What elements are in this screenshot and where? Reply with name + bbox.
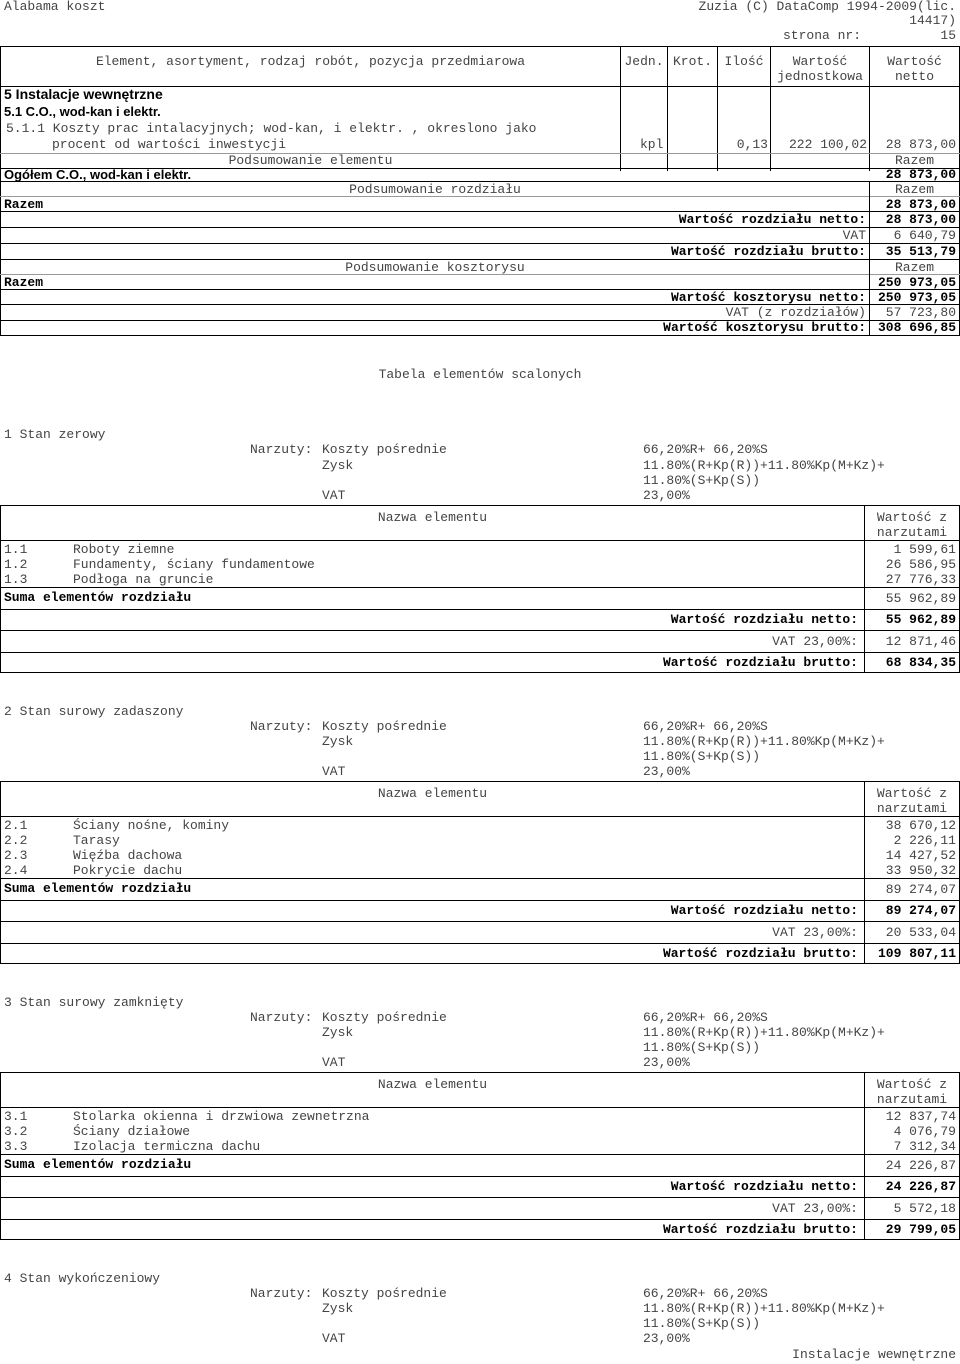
- profit-label: Zysk: [322, 1025, 354, 1040]
- indirect-costs-label: Koszty pośrednie: [322, 719, 447, 734]
- item-qty: 0,13: [736, 137, 768, 152]
- summary-section: Podsumowanie rozdziału: [349, 182, 521, 197]
- profit-value: 11.80%(R+Kp(R))+11.80%Kp(M+Kz)+: [643, 734, 885, 749]
- row-number: 3.3: [4, 1139, 28, 1154]
- row-value: 33 950,32: [885, 863, 956, 878]
- vat-rate-value: 23,00%: [643, 1055, 690, 1070]
- markup-label: Narzuty:: [250, 1010, 313, 1025]
- estimate-gross-label: Wartość kosztorysu brutto:: [663, 320, 866, 335]
- row-name: Izolacja termiczna dachu: [73, 1139, 261, 1154]
- row-number: 2.3: [4, 848, 28, 863]
- profit-value: 11.80%(R+Kp(R))+11.80%Kp(M+Kz)+: [643, 458, 885, 473]
- sum-value: 89 274,07: [885, 882, 956, 897]
- profit-label: Zysk: [322, 1301, 354, 1316]
- column-value: Wartość z: [876, 510, 948, 525]
- section-net-value: 28 873,00: [885, 212, 956, 227]
- net-label: Wartość rozdziału netto:: [670, 1179, 858, 1194]
- net-value: 55 962,89: [885, 612, 956, 627]
- profit-value: 11.80%(R+Kp(R))+11.80%Kp(M+Kz)+: [643, 1301, 885, 1316]
- sum-value: 24 226,87: [885, 1158, 956, 1173]
- profit-value-2: 11.80%(S+Kp(S)): [643, 1040, 761, 1055]
- element-total-label: Ogółem C.O., wod-kan i elektr.: [4, 167, 192, 182]
- header-net-value-2: netto: [894, 69, 934, 84]
- section-net-label: Wartość rozdziału netto:: [678, 212, 866, 227]
- profit-value-2: 11.80%(S+Kp(S)): [643, 749, 761, 764]
- vat-rate-value: 23,00%: [643, 488, 690, 503]
- vat-rate-value: 23,00%: [643, 1331, 690, 1346]
- sum-label: Suma elementów rozdziału: [4, 590, 192, 605]
- software-credit: Zuzia (C) DataComp 1994-2009(lic.: [698, 0, 956, 14]
- header-net-value: Wartość: [887, 54, 942, 69]
- profit-label: Zysk: [322, 458, 354, 473]
- row-value: 27 776,33: [885, 572, 956, 587]
- row-name: Roboty ziemne: [73, 542, 175, 557]
- sum-label: Suma elementów rozdziału: [4, 1157, 192, 1172]
- profit-label: Zysk: [322, 734, 354, 749]
- vat-rate-label: VAT: [322, 1055, 346, 1070]
- row-name: Więźba dachowa: [73, 848, 183, 863]
- row-name: Ściany nośne, kominy: [73, 818, 230, 833]
- gross-value: 109 807,11: [877, 946, 956, 961]
- summary-element-razem: Razem: [894, 153, 934, 168]
- column-name: Nazwa elementu: [377, 1077, 488, 1092]
- row-name: Pokrycie dachu: [73, 863, 183, 878]
- subsection-heading: 5.1 C.O., wod-kan i elektr.: [4, 104, 161, 119]
- vat-amount-label: VAT 23,00%:: [772, 1201, 858, 1216]
- net-value: 89 274,07: [885, 903, 956, 918]
- sum-label: Suma elementów rozdziału: [4, 881, 192, 896]
- vat-rate-label: VAT: [322, 1331, 346, 1346]
- gross-value: 29 799,05: [885, 1222, 956, 1237]
- item-unit: kpl: [640, 137, 664, 152]
- row-number: 1.1: [4, 542, 28, 557]
- row-name: Ściany działowe: [73, 1124, 191, 1139]
- profit-value-2: 11.80%(S+Kp(S)): [643, 1316, 761, 1331]
- item-unit-price: 222 100,02: [788, 137, 867, 152]
- column-name: Nazwa elementu: [377, 510, 488, 525]
- vat-amount-value: 5 572,18: [893, 1201, 956, 1216]
- sum-value: 55 962,89: [885, 591, 956, 606]
- net-value: 24 226,87: [885, 1179, 956, 1194]
- column-value-2: narzutami: [876, 801, 948, 816]
- markup-label: Narzuty:: [250, 719, 313, 734]
- section-heading: 5 Instalacje wewnętrzne: [4, 86, 163, 102]
- column-value-2: narzutami: [876, 1092, 948, 1107]
- row-name: Fundamenty, ściany fundamentowe: [73, 557, 315, 572]
- item-value: 28 873,00: [885, 137, 956, 152]
- markup-label: Narzuty:: [250, 442, 313, 457]
- section-razem-value: 28 873,00: [885, 197, 956, 212]
- row-number: 2.1: [4, 818, 28, 833]
- estimate-net-value: 250 973,05: [877, 290, 956, 305]
- indirect-costs-value: 66,20%R+ 66,20%S: [643, 442, 768, 457]
- indirect-costs-value: 66,20%R+ 66,20%S: [643, 1010, 768, 1025]
- row-number: 3.2: [4, 1124, 28, 1139]
- indirect-costs-label: Koszty pośrednie: [322, 442, 447, 457]
- vat-amount-label: VAT 23,00%:: [772, 925, 858, 940]
- indirect-costs-label: Koszty pośrednie: [322, 1286, 447, 1301]
- section-title: 3 Stan surowy zamknięty: [4, 995, 184, 1010]
- row-number: 1.2: [4, 557, 28, 572]
- row-value: 7 312,34: [893, 1139, 956, 1154]
- gross-label: Wartość rozdziału brutto:: [662, 946, 858, 961]
- net-label: Wartość rozdziału netto:: [670, 903, 858, 918]
- summary-estimate: Podsumowanie kosztorysu: [345, 260, 525, 275]
- header-qty: Ilość: [724, 54, 764, 69]
- document-title: Alabama koszt: [4, 0, 106, 14]
- vat-label: VAT: [842, 228, 866, 243]
- vat-rate-label: VAT: [322, 764, 346, 779]
- column-value: Wartość z: [876, 1077, 948, 1092]
- page-number: 15: [940, 28, 956, 43]
- header-unit-value-2: jednostkowa: [777, 69, 863, 84]
- row-name: Podłoga na gruncie: [73, 572, 214, 587]
- indirect-costs-label: Koszty pośrednie: [322, 1010, 447, 1025]
- markup-label: Narzuty:: [250, 1286, 313, 1301]
- row-number: 2.4: [4, 863, 28, 878]
- profit-value: 11.80%(R+Kp(R))+11.80%Kp(M+Kz)+: [643, 1025, 885, 1040]
- vat-amount-label: VAT 23,00%:: [772, 634, 858, 649]
- gross-value: 68 834,35: [885, 655, 956, 670]
- summary-estimate-razem: Razem: [894, 260, 934, 275]
- item-description-2: procent od wartości inwestycji: [52, 137, 287, 152]
- estimate-razem-label: Razem: [4, 275, 44, 290]
- section-title: 2 Stan surowy zadaszony: [4, 704, 184, 719]
- row-number: 3.1: [4, 1109, 28, 1124]
- vat-rate-label: VAT: [322, 488, 346, 503]
- column-value-2: narzutami: [876, 525, 948, 540]
- indirect-costs-value: 66,20%R+ 66,20%S: [643, 719, 768, 734]
- header-element: Element, asortyment, rodzaj robót, pozycja przedmiarowa: [95, 54, 526, 69]
- row-value: 12 837,74: [885, 1109, 956, 1124]
- vat-amount-value: 12 871,46: [885, 634, 956, 649]
- section-title: 4 Stan wykończeniowy: [4, 1271, 161, 1286]
- estimate-vat-label: VAT (z rozdziałów): [725, 305, 866, 320]
- row-value: 26 586,95: [885, 557, 956, 572]
- page-footer: Instalacje wewnętrzne: [792, 1347, 956, 1362]
- gross-label: Wartość rozdziału brutto:: [662, 655, 858, 670]
- vat-value: 6 640,79: [893, 228, 956, 243]
- column-value: Wartość z: [876, 786, 948, 801]
- license-number: 14417): [909, 13, 956, 28]
- merged-table-title: Tabela elementów scalonych: [378, 367, 582, 382]
- summary-section-razem: Razem: [894, 182, 934, 197]
- column-name: Nazwa elementu: [377, 786, 488, 801]
- estimate-vat-value: 57 723,80: [885, 305, 956, 320]
- profit-value-2: 11.80%(S+Kp(S)): [643, 473, 761, 488]
- estimate-gross-value: 308 696,85: [877, 320, 956, 335]
- item-description: 5.1.1 Koszty prac intalacyjnych; wod-kan, i elektr. , okreslono jako: [6, 121, 537, 136]
- indirect-costs-value: 66,20%R+ 66,20%S: [643, 1286, 768, 1301]
- row-value: 14 427,52: [885, 848, 956, 863]
- header-unit-value: Wartość: [792, 54, 848, 69]
- row-value: 1 599,61: [893, 542, 956, 557]
- row-name: Tarasy: [73, 833, 120, 848]
- section-razem-label: Razem: [4, 197, 44, 212]
- element-total-value: 28 873,00: [885, 167, 956, 182]
- row-value: 2 226,11: [893, 833, 956, 848]
- net-label: Wartość rozdziału netto:: [670, 612, 858, 627]
- estimate-net-label: Wartość kosztorysu netto:: [670, 290, 866, 305]
- section-title: 1 Stan zerowy: [4, 427, 106, 442]
- gross-label: Wartość rozdziału brutto:: [662, 1222, 858, 1237]
- header-krot: Krot.: [672, 54, 712, 69]
- section-gross-label: Wartość rozdziału brutto:: [670, 244, 866, 259]
- section-gross-value: 35 513,79: [885, 244, 956, 259]
- row-value: 4 076,79: [893, 1124, 956, 1139]
- row-number: 2.2: [4, 833, 28, 848]
- estimate-razem-value: 250 973,05: [877, 275, 956, 290]
- header-unit: Jedn.: [624, 54, 664, 69]
- page-number-label: strona nr:: [783, 28, 862, 43]
- vat-amount-value: 20 533,04: [885, 925, 956, 940]
- row-name: Stolarka okienna i drzwiowa zewnetrzna: [73, 1109, 370, 1124]
- summary-element: Podsumowanie elementu: [228, 153, 393, 168]
- row-number: 1.3: [4, 572, 28, 587]
- row-value: 38 670,12: [885, 818, 956, 833]
- vat-rate-value: 23,00%: [643, 764, 690, 779]
